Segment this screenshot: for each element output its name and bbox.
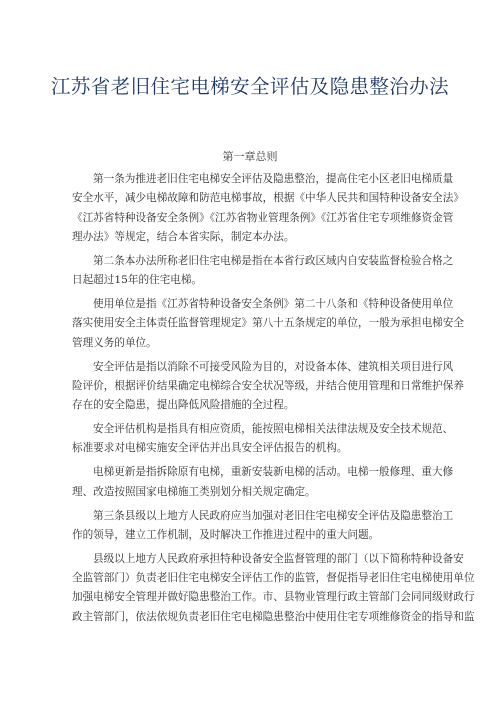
document-title: 江苏省老旧住宅电梯安全评估及隐患整治办法 <box>50 75 449 98</box>
paragraph-line: 险评价，根据评价结果确定电梯综合安全状况等级，并结合使用管理和日常维护保养 <box>72 379 464 392</box>
paragraph-line: 理、改造按照国家电梯施工类别划分相关规定确定。 <box>72 485 316 498</box>
paragraph-line: 县级以上地方人民政府承担特种设备安全监督管理的部门（以下简称特种设备安 <box>93 552 464 565</box>
paragraph-line: 作的领导，建立工作机制，及时解决工作推进过程中的重大问题。 <box>72 528 380 541</box>
paragraph <box>72 463 454 502</box>
paragraph <box>72 507 454 546</box>
paragraph-line: 管理义务的单位。 <box>72 336 157 349</box>
paragraph-line: 政主管部门，依法依规负责老旧住宅电梯隐患整治中使用住宅专项维修资金的指导和监 <box>72 610 475 623</box>
paragraph-line: 《江苏省特种设备安全条例》《江苏省物业管理条例》《江苏省住宅专项维修资金管 <box>72 211 454 224</box>
paragraph-line: 电梯更新是指拆除原有电梯，重新安装新电梯的活动。电梯一般修理、重大修 <box>93 466 454 479</box>
paragraph-line: 加强电梯安全管理并做好隐患整治工作。市、县物业管理行政主管部门会同同级财政行 <box>72 591 475 604</box>
paragraph-line: 日起超过15年的住宅电梯。 <box>72 274 203 287</box>
paragraph-line: 存在的安全隐患，提出降低风险措施的全过程。 <box>72 399 295 412</box>
paragraph <box>72 550 475 627</box>
paragraph-line: 标准要求对电梯实施安全评估并出具安全评估报告的机构。 <box>72 442 348 455</box>
paragraph <box>72 420 454 459</box>
paragraph-line: 全监管部门）负责老旧住宅电梯安全评估工作的监管，督促指导老旧住宅电梯使用单位 <box>72 572 475 585</box>
paragraph-line: 第三条县级以上地方人民政府应当加强对老旧住宅电梯安全评估及隐患整治工 <box>93 509 454 522</box>
paragraph-line: 第一条为推进老旧住宅电梯安全评估及隐患整治，提高住宅小区老旧电梯质量 <box>93 173 454 185</box>
paragraph-line: 安全评估机构是指具有相应资质，能按照电梯相关法律法规及安全技术规范、 <box>93 423 454 436</box>
paragraph <box>72 295 464 353</box>
paragraph <box>72 358 464 416</box>
paragraph <box>72 252 454 291</box>
paragraph-line: 使用单位是指《江苏省特种设备安全条例》第二十八条和《特种设备使用单位 <box>93 298 454 311</box>
paragraph-line: 安全水平，减少电梯故障和防范电梯事故，根据《中华人民共和国特种设备安全法》 <box>72 192 464 205</box>
document-body <box>72 170 475 627</box>
paragraph-line: 第二条本办法所称老旧住宅电梯是指在本省行政区域内自安装监督检验合格之 <box>93 254 454 267</box>
paragraph <box>72 170 464 247</box>
paragraph-line: 理办法》等规定，结合本省实际，制定本办法。 <box>72 231 295 244</box>
paragraph-line: 安全评估是指以消除不可接受风险为目的，对设备本体、建筑相关项目进行风 <box>93 360 454 373</box>
chapter-heading: 第一章总则 <box>222 150 278 163</box>
paragraph-line: 落实使用安全主体责任监督管理规定》第八十五条规定的单位，一般为承担电梯安全 <box>72 317 464 330</box>
